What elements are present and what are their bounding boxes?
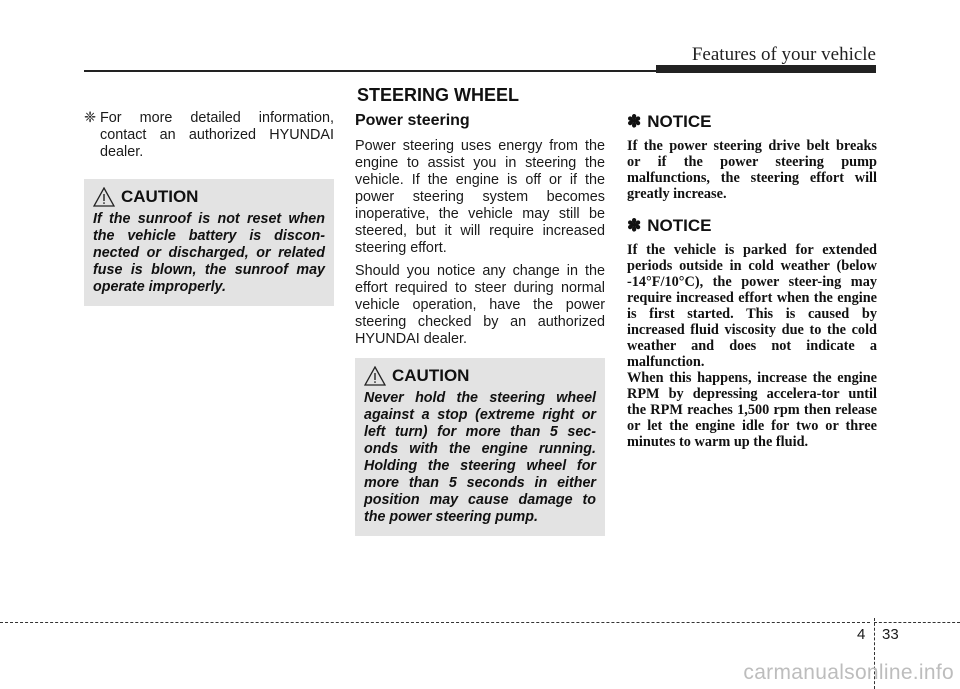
caution-label: CAUTION [392,366,470,385]
page-number: 33 [882,626,899,643]
subheading-power-steering: Power steering [355,112,470,129]
warning-triangle-icon [93,187,115,207]
caution-text: If the sunroof is not reset when the vehicle battery is discon-nected or discharged, or related fuse is blown, the sunroof may operate improperly. [93,211,325,295]
chapter-number: 4 [857,626,866,643]
paragraph: Power steering uses energy from the engine to assist you in steering the vehicle. If the engine is off or if the power steering system becomes inoperative, the vehicle may still be steered, but it will require increased steering effort. [355,138,605,256]
header-rule-accent [656,65,876,73]
section-title: STEERING WHEEL [357,85,520,105]
notice-text: If the power steering drive belt breaks or if the power steering pump malfunctions, the steering effort will greatly increase. [627,138,877,202]
caution-label: CAUTION [121,187,199,206]
footer-rule [874,622,960,623]
header-title: Features of your vehicle [691,44,876,65]
warning-triangle-icon [364,366,386,386]
notice-heading [627,112,877,132]
column-left [84,110,334,306]
notice-icon: ✽ [627,216,642,235]
info-note [84,110,334,161]
notice-icon: ✽ [627,112,642,131]
notice-heading [627,216,877,236]
caution-text: Never hold the steering wheel against a stop (extreme right or left turn) for more than 5 sec-onds with the engine running. Holding the steering wheel for more than 5 seconds in either position may cause damage to the power steering pump. [364,390,596,525]
watermark: carmanualsonline.info [743,661,954,684]
column-right [627,110,877,464]
note-symbol: ❈ [84,110,97,126]
notice-text: When this happens, increase the engine RPM by depressing accelera-tor until the RPM reaches 1,500 rpm then release or let the engine idle for two or three minutes to warm up the fluid. [627,370,877,450]
notice-text: If the vehicle is parked for extended periods outside in cold weather (below -14°F/10°C), the power steer-ing may require increased effort when the engine is first started. This is caused by increased fluid viscosity due to the cold weather and does not indicate a malfunction. [627,242,877,370]
caution-box-sunroof [84,179,334,306]
notice-label: NOTICE [647,112,712,131]
caution-box-steering [355,358,605,536]
paragraph: Should you notice any change in the effort required to steer during normal vehicle operation, have the power steering checked by an authorized HYUNDAI dealer. [355,263,605,347]
notice-label: NOTICE [647,216,712,235]
column-middle [355,110,605,536]
note-text: For more detailed information, contact an authorized HYUNDAI dealer. [100,110,334,160]
footer-rule [0,622,870,623]
